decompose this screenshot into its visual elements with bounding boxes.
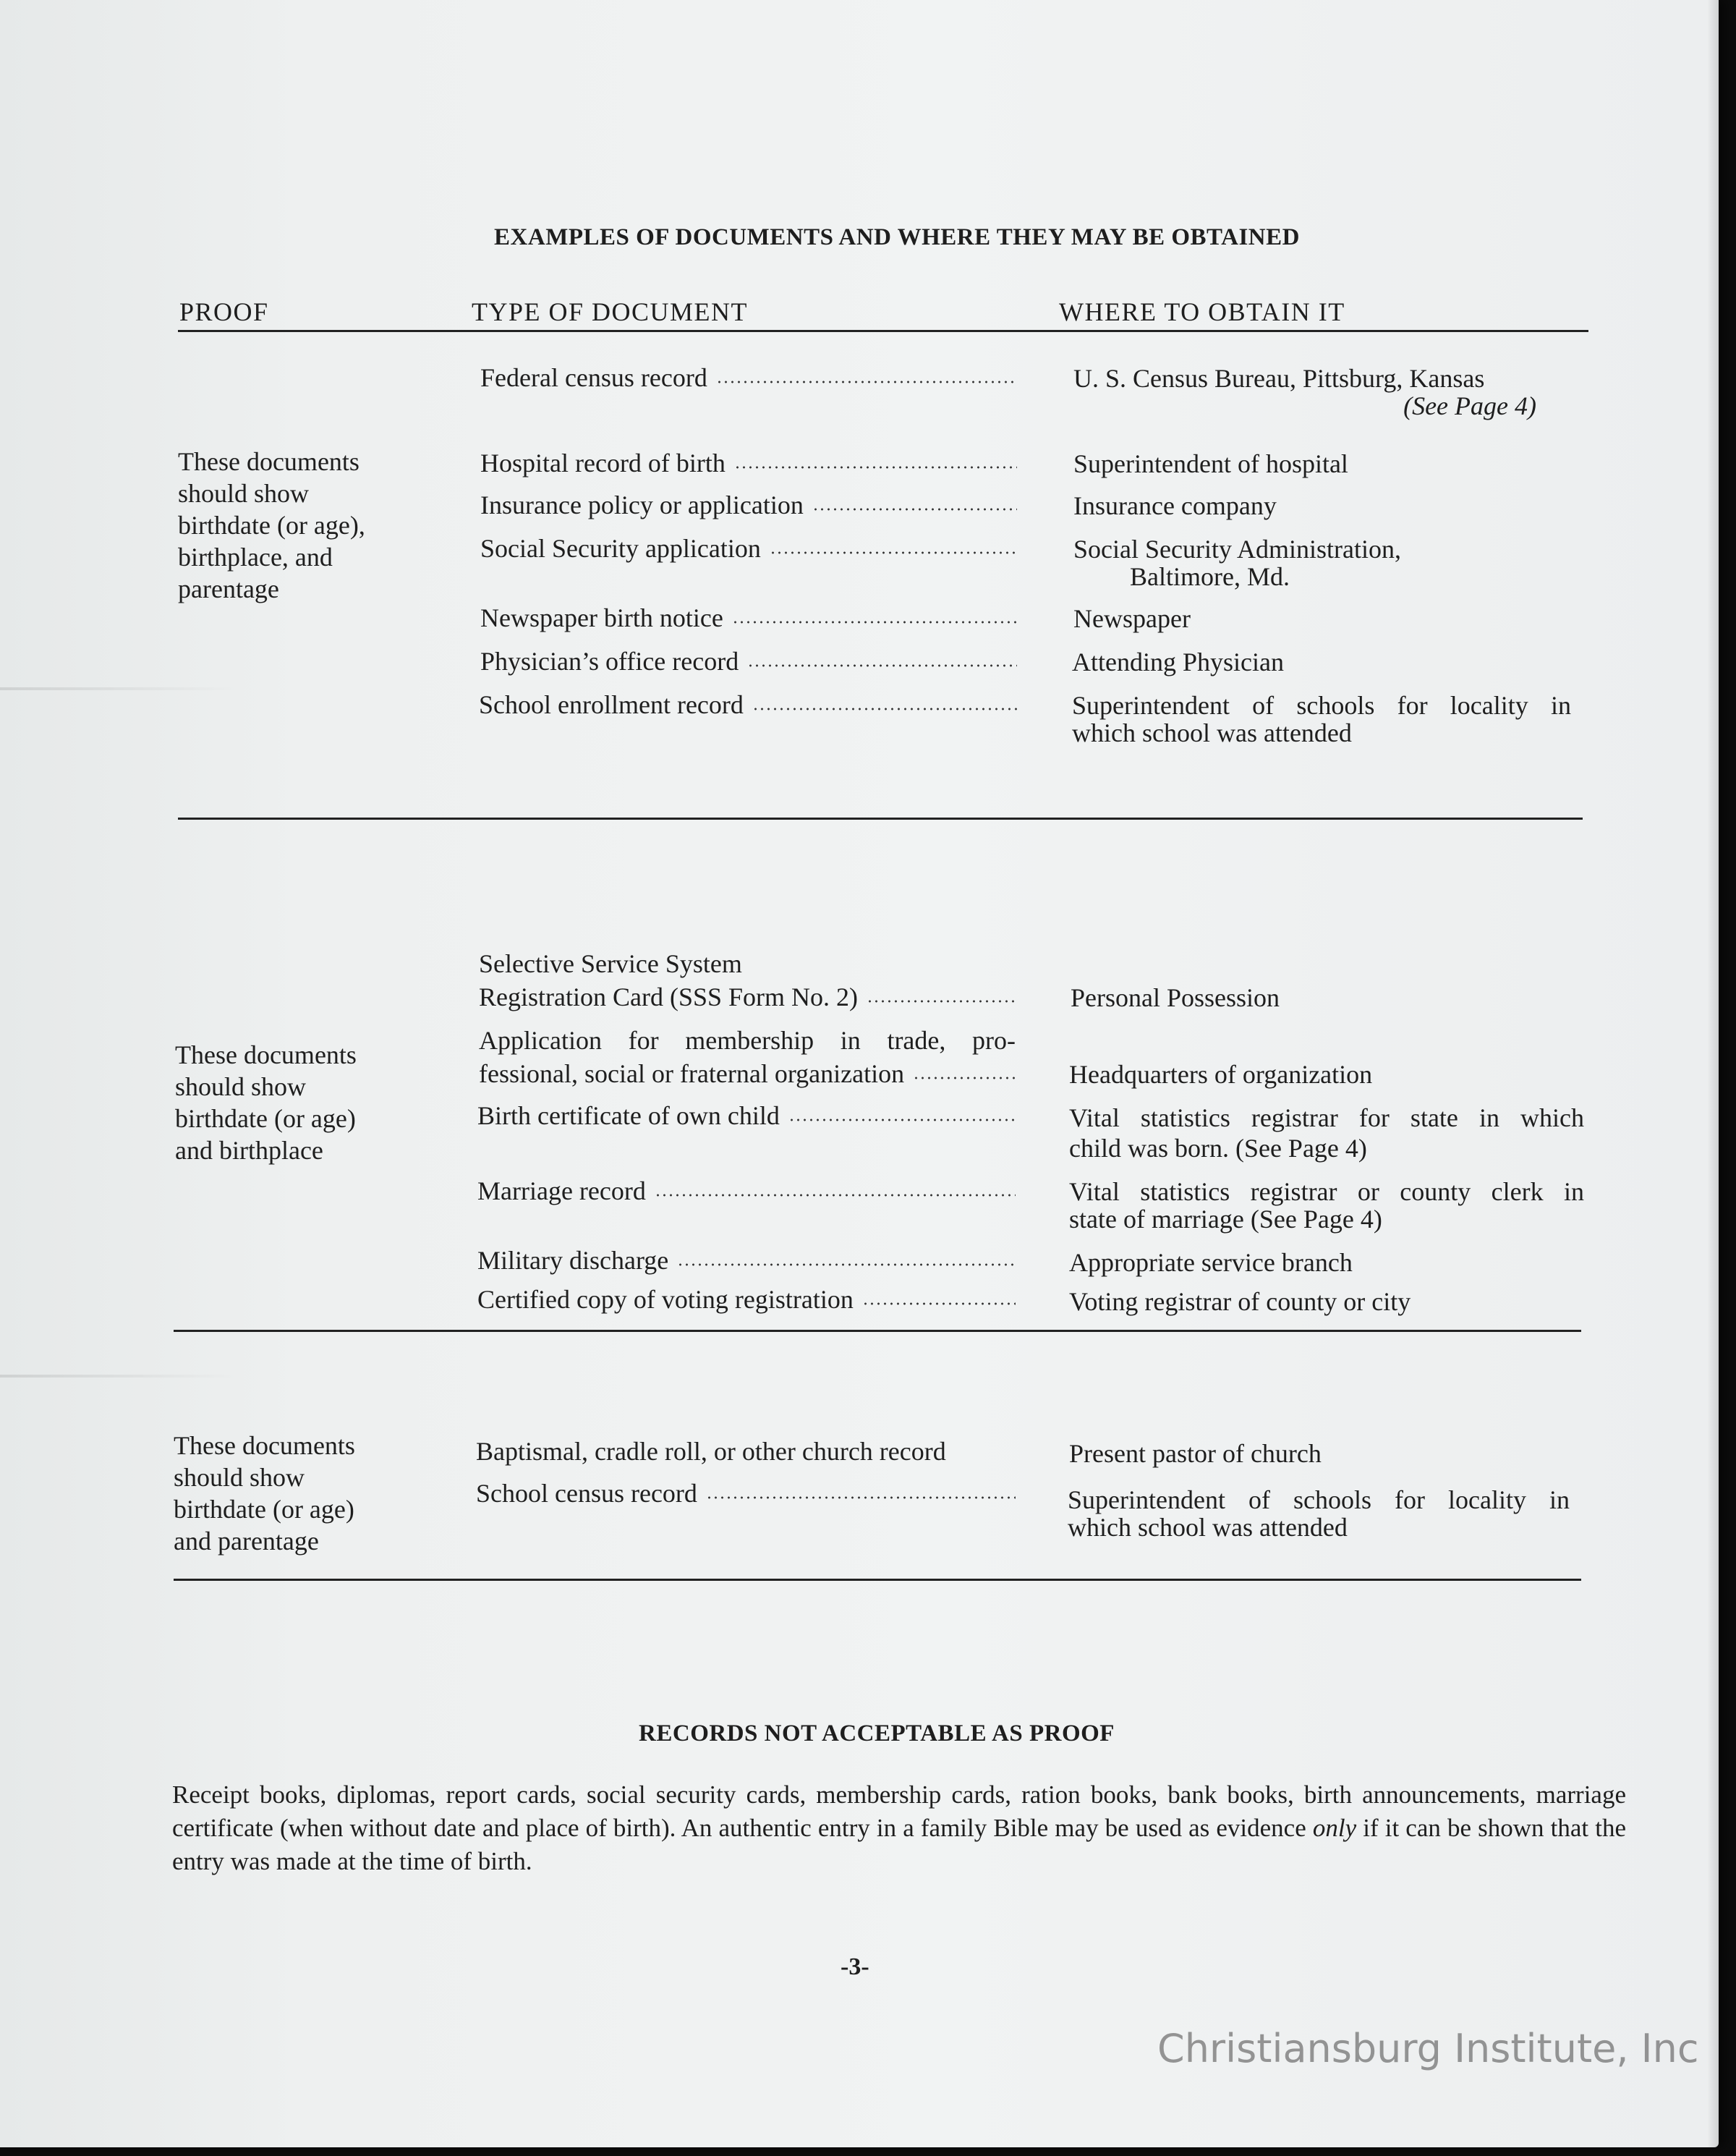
document-type-row <box>479 1026 1016 1088</box>
document-type-row <box>476 1479 1016 1508</box>
leader-dots <box>747 664 1017 667</box>
document-type: School census record <box>476 1479 697 1508</box>
proof-line: These documents <box>175 1040 357 1069</box>
obtain-line: Attending Physician <box>1072 648 1284 676</box>
obtain-location <box>1073 450 1594 478</box>
obtain-location <box>1071 984 1591 1011</box>
document-type-row <box>479 690 1017 719</box>
document-type: Social Security application <box>480 534 761 563</box>
obtain-line: Present pastor of church <box>1069 1439 1322 1468</box>
column-header-type: TYPE OF DOCUMENT <box>472 297 749 326</box>
page-number: -3- <box>841 1953 869 1980</box>
document-type-row <box>476 1437 1016 1466</box>
document-type: Baptismal, cradle roll, or other church record <box>476 1437 946 1466</box>
leader-dots <box>716 381 1017 383</box>
proof-line: should show <box>174 1463 305 1492</box>
paper-fold-crease <box>0 1375 239 1378</box>
not-acceptable-paragraph <box>172 1778 1626 1878</box>
obtain-line: which school was attended <box>1068 1513 1348 1542</box>
obtain-line: Insurance company <box>1073 491 1277 520</box>
obtain-line: Newspaper <box>1073 604 1191 633</box>
section-rule <box>178 818 1583 820</box>
leader-dots <box>913 1077 1016 1079</box>
column-header-where: WHERE TO OBTAIN IT <box>1059 297 1345 326</box>
obtain-location <box>1073 365 1594 420</box>
section-rule <box>174 1579 1581 1581</box>
document-type: fessional, social or fraternal organization <box>479 1059 905 1088</box>
proof-line: should show <box>178 479 310 508</box>
obtain-location <box>1072 692 1571 747</box>
document-type: Birth certificate of own child <box>477 1101 780 1130</box>
paragraph-text: Receipt books, diplomas, report cards, social security cards, membership cards, ration books, bank books, birth announcements, marriage certificate (when without date and place of birth). An authentic entry in a family Bible may be used as evidence <box>172 1781 1626 1842</box>
section-heading-not-acceptable: RECORDS NOT ACCEPTABLE AS PROOF <box>639 1720 1115 1747</box>
document-type-row <box>480 647 1017 676</box>
document-type: Physician’s office record <box>480 647 739 676</box>
proof-line: birthdate (or age) <box>175 1104 356 1133</box>
leader-dots <box>734 466 1017 469</box>
leader-dots <box>862 1302 1016 1305</box>
paragraph-emphasis: only <box>1312 1814 1357 1842</box>
page-edge-shadow <box>1707 0 1719 2147</box>
leader-dots <box>732 621 1017 624</box>
document-type: Marriage record <box>477 1176 646 1205</box>
proof-line: should show <box>175 1072 307 1101</box>
paper-fold-crease <box>0 687 239 690</box>
document-type: School enrollment record <box>479 690 744 719</box>
obtain-line: which school was attended <box>1072 718 1352 747</box>
obtain-location <box>1069 1178 1584 1233</box>
document-type: Federal census record <box>480 363 707 392</box>
leader-dots <box>706 1496 1016 1499</box>
proof-group-3 <box>174 1430 434 1557</box>
proof-group-2 <box>175 1039 435 1166</box>
column-header-proof: PROOF <box>179 297 269 326</box>
obtain-location <box>1069 1061 1590 1088</box>
leader-dots <box>867 1000 1016 1003</box>
obtain-location <box>1073 605 1594 632</box>
document-type: Insurance policy or application <box>480 491 804 519</box>
obtain-line: Social Security Administration, <box>1073 535 1401 564</box>
paragraph-text: if it can be shown that the entry was made at the time of birth. <box>172 1814 1626 1875</box>
document-type-row <box>477 1101 1016 1130</box>
document-type-row <box>477 1176 1016 1205</box>
section-rule <box>174 1330 1581 1332</box>
proof-line: and birthplace <box>175 1136 323 1165</box>
proof-line: These documents <box>174 1431 355 1460</box>
document-type: Registration Card (SSS Form No. 2) <box>479 982 859 1011</box>
proof-line: birthplace, and <box>178 543 333 572</box>
document-type-row <box>480 491 1017 519</box>
document-type: Certified copy of voting registration <box>477 1285 854 1314</box>
obtain-line: Vital statistics registrar or county clerk in <box>1069 1177 1584 1206</box>
leader-dots <box>655 1194 1016 1197</box>
proof-line: These documents <box>178 447 359 476</box>
document-type: Newspaper birth notice <box>480 603 723 632</box>
obtain-location <box>1069 1288 1590 1315</box>
obtain-location <box>1072 648 1593 676</box>
document-type-row <box>477 1246 1016 1275</box>
obtain-line: Headquarters of organization <box>1069 1060 1373 1089</box>
obtain-line: Appropriate service branch <box>1069 1248 1353 1277</box>
proof-line: birthdate (or age) <box>174 1495 354 1524</box>
page-title: EXAMPLES OF DOCUMENTS AND WHERE THEY MAY BE OBTAINED <box>494 224 1300 250</box>
proof-group-1 <box>178 446 438 605</box>
obtain-location <box>1073 492 1594 519</box>
obtain-line: child was born. (See Page 4) <box>1069 1134 1367 1163</box>
document-type-row <box>480 603 1017 632</box>
document-type: Selective Service System <box>479 949 742 978</box>
obtain-line: state of marriage (See Page 4) <box>1069 1205 1382 1234</box>
document-type: Hospital record of birth <box>480 449 726 478</box>
obtain-location <box>1073 535 1594 590</box>
leader-dots <box>752 708 1017 710</box>
obtain-line: Superintendent of hospital <box>1073 449 1348 478</box>
leader-dots <box>770 551 1017 554</box>
leader-dots <box>812 508 1017 511</box>
document-type-row <box>480 534 1017 563</box>
obtain-line: U. S. Census Bureau, Pittsburg, Kansas <box>1073 364 1485 393</box>
document-type-row <box>480 449 1017 478</box>
obtain-line: Superintendent of schools for locality in <box>1072 691 1571 720</box>
proof-line: birthdate (or age), <box>178 511 365 540</box>
obtain-line: Voting registrar of county or city <box>1069 1287 1411 1316</box>
obtain-location <box>1069 1249 1590 1276</box>
document-type-row <box>480 363 1017 392</box>
obtain-location <box>1069 1440 1590 1467</box>
obtain-line: Vital statistics registrar for state in which <box>1069 1103 1584 1132</box>
obtain-note: (See Page 4) <box>1403 391 1536 420</box>
proof-line: and parentage <box>174 1527 319 1556</box>
leader-dots <box>677 1263 1016 1266</box>
obtain-location <box>1069 1104 1584 1162</box>
obtain-line: Personal Possession <box>1071 983 1280 1012</box>
obtain-line: Baltimore, Md. <box>1130 562 1290 591</box>
document-type: Military discharge <box>477 1246 669 1275</box>
leader-dots <box>788 1119 1016 1121</box>
obtain-line: Superintendent of schools for locality in <box>1068 1485 1570 1514</box>
watermark: Christiansburg Institute, Inc <box>1157 2026 1699 2071</box>
document-type-row <box>477 1285 1016 1314</box>
proof-line: parentage <box>178 574 279 603</box>
document-type: Application for membership in trade, pro- <box>479 1026 1016 1055</box>
obtain-location <box>1068 1486 1570 1541</box>
document-type-row <box>479 949 1016 1011</box>
header-rule <box>178 330 1588 332</box>
